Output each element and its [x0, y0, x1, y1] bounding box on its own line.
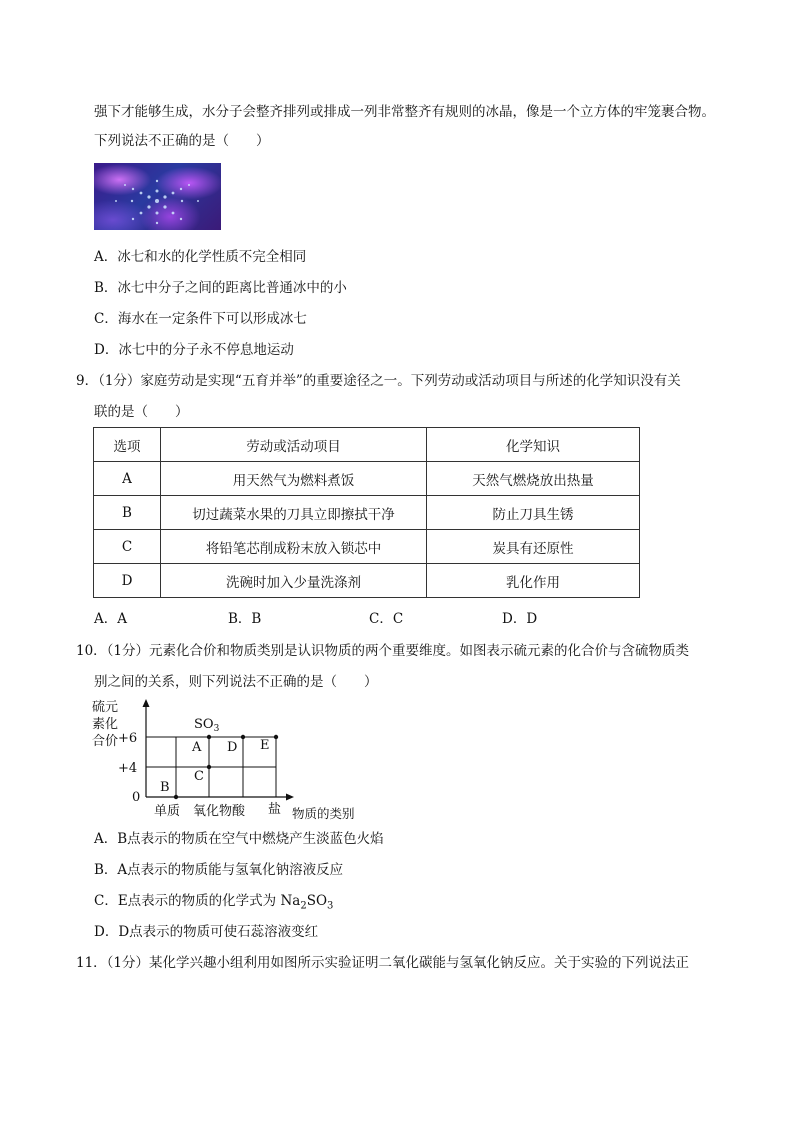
q8-option-d: D．冰七中的分子永不停息地运动: [94, 342, 294, 358]
q10-text-line2: 别之间的关系，则下列说法不正确的是（ ）: [94, 674, 378, 690]
q10-option-c: C．E点表示的物质的化学式为 $Na_2SO_3$: [94, 893, 334, 912]
q9-text-line1: 9．（1分）家庭劳动是实现“五育并举”的重要途径之一。下列劳动或活动项目与所述的化学知识没有关: [76, 373, 681, 389]
q10-option-a: A．B点表示的物质在空气中燃烧产生淡蓝色火焰: [94, 831, 384, 847]
q11-text-line1: 11．（1分）某化学兴趣小组利用如图所示实验证明二氧化碳能与氢氧化钠反应。关于实验的下列说法正: [76, 955, 690, 971]
y-axis-title-line1: 硫元: [92, 700, 119, 715]
q9-answer-b: B．B: [228, 611, 262, 627]
table-cell: 切过蔬菜水果的刀具立即擦拭干净: [161, 496, 427, 530]
point-a-dot: [207, 735, 211, 739]
ice-molecule-decoration: [94, 163, 221, 230]
q8-option-c: C．海水在一定条件下可以形成冰七: [94, 311, 307, 327]
table-cell: 天然气燃烧放出热量: [427, 462, 640, 496]
y-tick-plus6: +6: [118, 731, 138, 746]
table-cell: 炭具有还原性: [427, 530, 640, 564]
table-cell: 用天然气为燃料煮饭: [161, 462, 427, 496]
table-header-cell: 劳动或活动项目: [161, 428, 427, 462]
table-header-cell: 选项: [94, 428, 161, 462]
q8-option-a: A．冰七和水的化学性质不完全相同: [94, 249, 307, 265]
y-axis-arrow-icon: [143, 699, 150, 707]
so3-label: $SO_3$: [194, 717, 220, 734]
sulfur-valence-diagram: [90, 697, 380, 825]
y-axis-title-line3: 合价: [92, 734, 119, 749]
q8-option-b: B．冰七中分子之间的距离比普通冰中的小: [94, 280, 347, 296]
point-b-label: B: [160, 780, 170, 795]
q9-answer-a: A．A: [94, 611, 127, 627]
table-header-row: [94, 428, 640, 462]
x-axis-arrow-icon: [286, 794, 294, 801]
point-d-label: D: [227, 740, 238, 755]
table-cell: C: [94, 530, 161, 564]
y-tick-zero: 0: [132, 790, 141, 805]
q8-text-line2: 下列说法不正确的是（ ）: [94, 133, 270, 149]
table-row: [94, 564, 640, 598]
table-row: [94, 496, 640, 530]
q9-table: [93, 427, 640, 598]
table-cell: B: [94, 496, 161, 530]
table-cell: 洗碗时加入少量洗涤剂: [161, 564, 427, 598]
table-cell: 乳化作用: [427, 564, 640, 598]
table-header-cell: 化学知识: [427, 428, 640, 462]
ice-seven-image: [94, 163, 221, 230]
table-cell: 防止刀具生锈: [427, 496, 640, 530]
table-row: [94, 462, 640, 496]
x-tick-salt: 盐: [268, 802, 282, 817]
q10-text-line1: 10．（1分）元素化合价和物质类别是认识物质的两个重要维度。如图表示硫元素的化合价与含硫物质类: [76, 643, 690, 659]
table-cell: D: [94, 564, 161, 598]
q10-option-b: B．A点表示的物质能与氢氧化钠溶液反应: [94, 862, 344, 878]
x-axis-title: 物质的类别: [292, 806, 355, 821]
x-tick-acid: 酸: [232, 804, 246, 819]
table-cell: A: [94, 462, 161, 496]
point-a-label: A: [192, 740, 202, 755]
q8-text-line1: 强下才能够生成，水分子会整齐排列或排成一列非常整齐有规则的冰晶，像是一个立方体的牢笼裹合物。: [94, 104, 715, 120]
q9-text-line2: 联的是（ ）: [94, 404, 189, 420]
x-tick-elemental: 单质: [154, 804, 181, 819]
q9-answer-d: D．D: [502, 611, 538, 627]
table-cell: 将铅笔芯削成粉末放入锁芯中: [161, 530, 427, 564]
point-e-label: E: [260, 738, 270, 753]
q10-option-d: D．D点表示的物质可使石蕊溶液变红: [94, 924, 319, 940]
y-tick-plus4: +4: [118, 761, 138, 776]
x-tick-oxide: 氧化物: [193, 804, 233, 819]
q9-answer-c: C．C: [369, 611, 404, 627]
y-axis-title-line2: 素化: [92, 717, 119, 732]
point-c-label: C: [194, 769, 204, 784]
point-d-dot: [241, 735, 245, 739]
point-e-dot: [274, 735, 278, 739]
table-row: [94, 530, 640, 564]
point-c-dot: [207, 765, 211, 769]
point-b-dot: [174, 795, 178, 799]
